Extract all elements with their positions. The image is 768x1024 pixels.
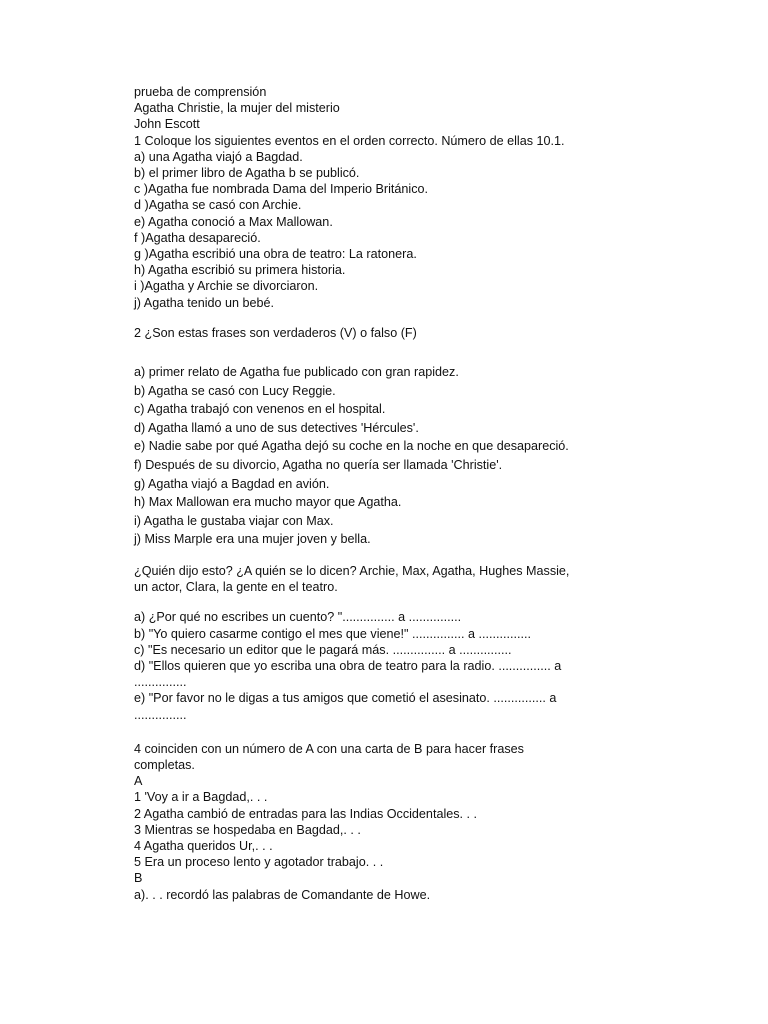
section-3-items xyxy=(134,609,634,722)
column-b-item: a). . . recordó las palabras de Comandante de Howe. xyxy=(134,887,431,902)
section-2-item: c) Agatha trabajó con venenos en el hospital. xyxy=(134,402,386,417)
section-1-item: i )Agatha y Archie se divorciaron. xyxy=(134,279,319,294)
section-3-title: ¿Quién dijo esto? ¿A quién se lo dicen? Archie, Max, Agatha, Hughes Massie, xyxy=(134,563,570,578)
section-1-item: h) Agatha escribió su primera historia. xyxy=(134,263,346,278)
column-b-label: B xyxy=(134,871,143,886)
section-2-item: j) Miss Marple era una mujer joven y bella. xyxy=(134,532,371,547)
document-title: Agatha Christie, la mujer del misterio xyxy=(134,101,340,116)
section-4-title: 4 coinciden con un número de A con una carta de B para hacer frases xyxy=(134,741,524,756)
column-a-label: A xyxy=(134,774,143,789)
document-author: John Escott xyxy=(134,117,200,132)
section-4-title: completas. xyxy=(134,758,195,773)
section-4 xyxy=(134,741,634,903)
section-3-title: un actor, Clara, la gente en el teatro. xyxy=(134,580,338,595)
column-a-item: 1 'Voy a ir a Bagdad,. . . xyxy=(134,790,268,805)
column-a-item: 5 Era un proceso lento y agotador trabajo. . . xyxy=(134,855,384,870)
document-page xyxy=(134,84,634,903)
section-1-item: d )Agatha se casó con Archie. xyxy=(134,198,302,213)
section-1 xyxy=(134,133,634,311)
column-a-item: 2 Agatha cambió de entradas para las Indias Occidentales. . . xyxy=(134,806,478,821)
section-1-item: e) Agatha conoció a Max Mallowan. xyxy=(134,214,333,229)
section-3-line: c) "Es necesario un editor que le pagará más. ............... a ............... xyxy=(134,642,512,657)
section-3-line: e) "Por favor no le digas a tus amigos que cometió el asesinato. ............... a xyxy=(134,691,557,706)
section-3-line: ............... xyxy=(134,675,187,690)
column-a-item: 4 Agatha queridos Ur,. . . xyxy=(134,839,273,854)
section-1-item: c )Agatha fue nombrada Dama del Imperio Británico. xyxy=(134,182,429,197)
document-header xyxy=(134,84,634,133)
section-3-line: ............... xyxy=(134,707,187,722)
section-2-title: 2 ¿Son estas frases son verdaderos (V) o falso (F) xyxy=(134,325,417,340)
section-2-item: g) Agatha viajó a Bagdad en avión. xyxy=(134,476,330,491)
section-2-item: f) Después de su divorcio, Agatha no quería ser llamada 'Christie'. xyxy=(134,458,503,473)
section-2-items xyxy=(134,363,634,549)
column-a-item: 3 Mientras se hospedaba en Bagdad,. . . xyxy=(134,822,361,837)
section-3-line: b) "Yo quiero casarme contigo el mes que viene!" ............... a ............... xyxy=(134,626,531,641)
section-2-item: b) Agatha se casó con Lucy Reggie. xyxy=(134,383,336,398)
section-2-item: h) Max Mallowan era mucho mayor que Agatha. xyxy=(134,495,402,510)
section-1-title: 1 Coloque los siguientes eventos en el orden correcto. Número de ellas 10.1. xyxy=(134,133,565,148)
section-1-item: a) una Agatha viajó a Bagdad. xyxy=(134,149,303,164)
section-1-item: b) el primer libro de Agatha b se publicó. xyxy=(134,166,360,181)
section-2-item: i) Agatha le gustaba viajar con Max. xyxy=(134,513,334,528)
header-line: prueba de comprensión xyxy=(134,85,267,99)
section-2-item: e) Nadie sabe por qué Agatha dejó su coche en la noche en que desapareció. xyxy=(134,439,569,454)
section-1-item: j) Agatha tenido un bebé. xyxy=(134,295,275,310)
section-2 xyxy=(134,325,634,341)
section-2-item: d) Agatha llamó a uno de sus detectives 'Hércules'. xyxy=(134,420,419,435)
section-3-line: d) "Ellos quieren que yo escriba una obra de teatro para la radio. ............... a xyxy=(134,659,562,673)
section-3 xyxy=(134,563,634,595)
section-1-item: g )Agatha escribió una obra de teatro: La ratonera. xyxy=(134,247,417,262)
section-3-line: a) ¿Por qué no escribes un cuento? "............... a ............... xyxy=(134,610,462,625)
section-1-item: f )Agatha desapareció. xyxy=(134,230,261,245)
section-2-item: a) primer relato de Agatha fue publicado con gran rapidez. xyxy=(134,365,459,380)
